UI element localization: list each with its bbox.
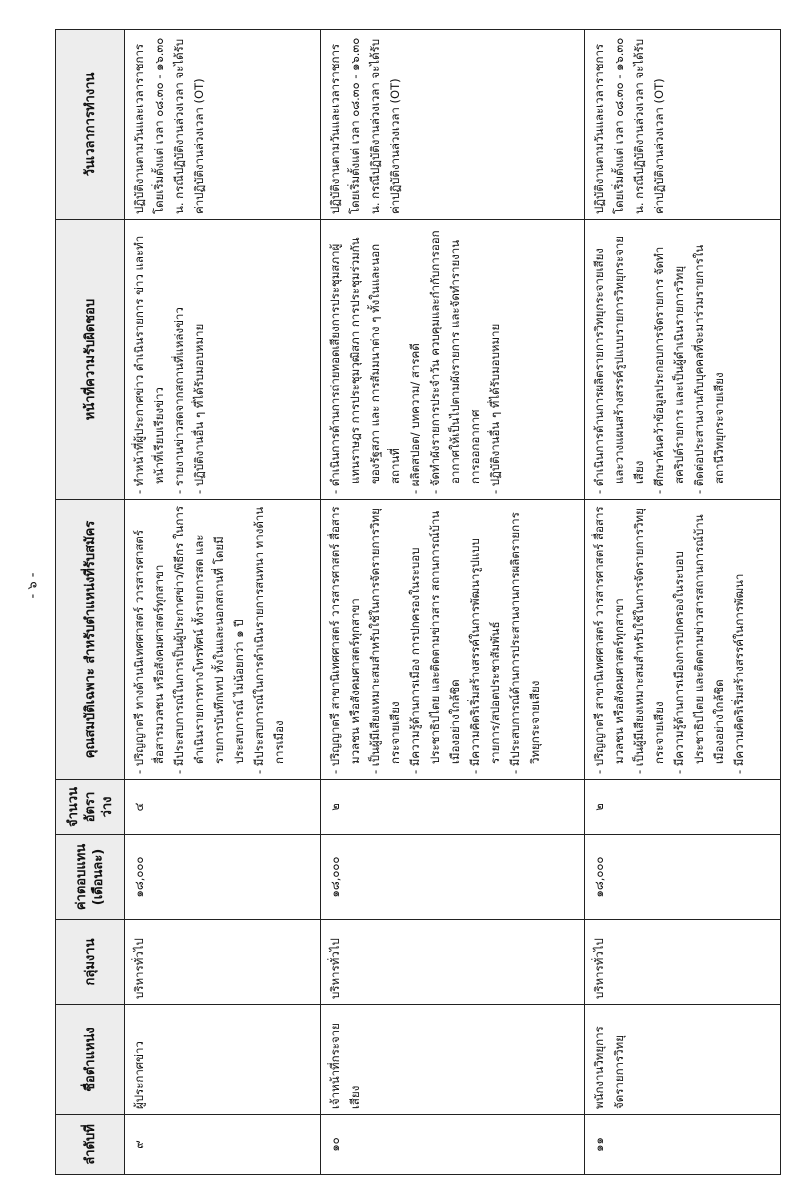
- duty-item: - ผลิตสปอต/ บทความ/ สารคดี: [407, 343, 422, 494]
- header-pay: ค่าตอบแทน (เดือนละ): [56, 835, 125, 920]
- row-duty: [320, 220, 585, 500]
- duty-item: - ดำเนินการด้านการถ่ายทอดเสียงการประชุมสภาผู้แทนราษฎร การประชุมวุฒิสภา การประชุมร่วมกันของรัฐสภา และ การสัมมนาต่าง ๆ ทั้งในและนอกสถานที่: [327, 237, 402, 494]
- row-pay: ๑๘,๐๐๐: [585, 835, 781, 920]
- row-qual: [320, 500, 585, 780]
- duty-item: - ปฏิบัติงานอื่น ๆ ที่ได้รับมอบหมาย: [487, 323, 502, 494]
- header-no: ลำดับที่: [56, 1115, 125, 1175]
- header-count: จำนวน อัตรา ว่าง: [56, 780, 125, 835]
- header-time: วันเวลาการทำงาน: [56, 30, 125, 220]
- qual-item: - เป็นผู้มีเสียงเหมาะสมสำหรับใช้ในการจัดรายการวิทยุกระจายเสียง: [367, 508, 402, 774]
- header-qual: คุณสมบัติเฉพาะ สำหรับตำแหน่งที่รับสมัคร: [56, 500, 125, 780]
- table-row: [585, 30, 781, 1175]
- qual-item: - มีประสบการณ์ด้านการประสานงานการผลิตรายการวิทยุกระจายเสียง: [507, 512, 542, 774]
- row-pay: ๑๘,๐๐๐: [125, 835, 321, 920]
- duty-item: - ติดต่อประสานงานกับบุคคลที่จะมาร่วมรายการในสถานีวิทยุกระจายเสียง: [692, 244, 727, 494]
- duty-item: - จัดทำผังรายการประจำวัน ควบคุมและกำกับการออกอากาศให้เป็นไปตามผังรายการ และจัดทำรายงานการออกอากาศ: [427, 230, 482, 494]
- row-no: ๙: [125, 1115, 321, 1175]
- header-duty: หน้าที่ความรับผิดชอบ: [56, 220, 125, 500]
- qual-item: - ปริญญาตรี สาขานิเทศศาสตร์ วารสารศาสตร์ สื่อสารมวลชน หรือสังคมศาสตร์ทุกสาขา: [327, 506, 362, 774]
- job-table: [55, 29, 781, 1175]
- qual-item: - มีประสบการณ์ในการดำเนินรายการสนทนา ทางด้านการเมือง: [252, 506, 286, 774]
- qual-item: - มีความคิดริเริ่มสร้างสรรค์ในการพัฒนารูปแบบรายการ/สปอตประชาสัมพันธ์: [467, 538, 502, 774]
- row-qual: [125, 500, 321, 780]
- row-count: ๒: [585, 780, 781, 835]
- duty-item: - ศึกษาค้นคว้าข้อมูลประกอบการจัดรายการ จัดทำสคริปต์รายการ และเป็นผู้ดำเนินรายการวิทยุ: [652, 246, 687, 494]
- row-time: ปฏิบัติงานตามวันและเวลาราชการ โดยเริ่มตั้งแต่ เวลา ๐๘.๓๐ - ๑๖.๓๐ น. กรณีปฏิบัติงานล่วงเวลา จะได้รับค่าปฏิบัติงานล่วงเวลา (OT): [585, 30, 781, 220]
- row-no: ๑๐: [320, 1115, 585, 1175]
- row-pay: ๑๘,๐๐๐: [320, 835, 585, 920]
- page-number: - ๖ -: [25, 572, 41, 599]
- qual-item: - เป็นผู้มีเสียงเหมาะสมสำหรับใช้ในการจัดรายการวิทยุกระจายเสียง: [632, 508, 667, 774]
- table-row: [125, 30, 321, 1175]
- row-time: ปฏิบัติงานตามวันและเวลาราชการ โดยเริ่มตั้งแต่ เวลา ๐๘.๓๐ - ๑๖.๓๐ น. กรณีปฏิบัติงานล่วงเวลา จะได้รับค่าปฏิบัติงานล่วงเวลา (OT): [125, 30, 321, 220]
- duty-item: - ทำหน้าที่ผู้ประกาศข่าว ดำเนินรายการ ข่าว และทำหน้าที่เรียบเรียงข่าว: [132, 235, 166, 494]
- duty-item: - รายงานข่าวสดจากสถานที่แหล่งข่าว: [172, 307, 186, 494]
- row-group: บริหารทั่วไป: [585, 920, 781, 1005]
- duty-item: - ดำเนินการด้านการผลิตรายการวิทยุกระจายเสียง และวางแผนสร้างสรรค์รูปแบบรายการวิทยุกระจายเสียง: [592, 236, 647, 494]
- row-title: พนักงานวิทยุการ จัดรายการวิทยุ: [585, 1005, 781, 1115]
- row-qual: [585, 500, 781, 780]
- row-title: ผู้ประกาศข่าว: [125, 1005, 321, 1115]
- row-duty: [125, 220, 321, 500]
- row-group: บริหารทั่วไป: [125, 920, 321, 1005]
- table-row: [320, 30, 585, 1175]
- row-count: ๒: [320, 780, 585, 835]
- row-duty: [585, 220, 781, 500]
- header-title: ชื่อตำแหน่ง: [56, 1005, 125, 1115]
- table-header-row: [56, 30, 125, 1175]
- qual-item: - มีความคิดริเริ่มสร้างสรรค์ในการพัฒนา: [732, 573, 747, 774]
- duty-item: - ปฏิบัติงานอื่น ๆ ที่ได้รับมอบหมาย: [192, 323, 206, 494]
- rotated-page: [55, 30, 781, 1175]
- row-time: ปฏิบัติงานตามวันและเวลาราชการ โดยเริ่มตั้งแต่ เวลา ๐๘.๓๐ - ๑๖.๓๐ น. กรณีปฏิบัติงานล่วงเวลา จะได้รับค่าปฏิบัติงานล่วงเวลา (OT): [320, 30, 585, 220]
- qual-item: - มีความรู้ด้านการเมืองการปกครองในระบอบประชาธิปไตย และติดตามข่าวสารสถานการณ์บ้านเมืองอย่างใกล้ชิด: [672, 514, 727, 774]
- qual-item: - มีประสบการณ์ในการเป็นผู้ประกาศข่าว/พิธีกร ในการดำเนินรายการทางโทรทัศน์ ทั้งรายการสด และรายการบันทึกเทป ทั้งในและนอกสถานที่ โดยมีประสบการณ์ ไม่น้อยกว่า ๑ ปี: [172, 505, 246, 774]
- row-title: เจ้าหน้าที่กระจายเสียง: [320, 1005, 585, 1115]
- header-group: กลุ่มงาน: [56, 920, 125, 1005]
- qual-item: - ปริญญาตรี ทางด้านนิเทศศาสตร์ วารสารศาสตร์ สื่อสารมวลชน หรือสังคมศาสตร์ทุกสาขา: [132, 530, 166, 774]
- row-no: ๑๑: [585, 1115, 781, 1175]
- row-group: บริหารทั่วไป: [320, 920, 585, 1005]
- row-count: ๔: [125, 780, 321, 835]
- qual-item: - มีความรู้ด้านการเมือง การปกครองในระบอบประชาธิปไตย และติดตามข่าวสาร สถานการณ์บ้านเมืองอย่างใกล้ชิด: [407, 510, 462, 774]
- qual-item: - ปริญญาตรี สาขานิเทศศาสตร์ วารสารศาสตร์ สื่อสารมวลชน หรือสังคมศาสตร์ทุกสาขา: [592, 506, 627, 774]
